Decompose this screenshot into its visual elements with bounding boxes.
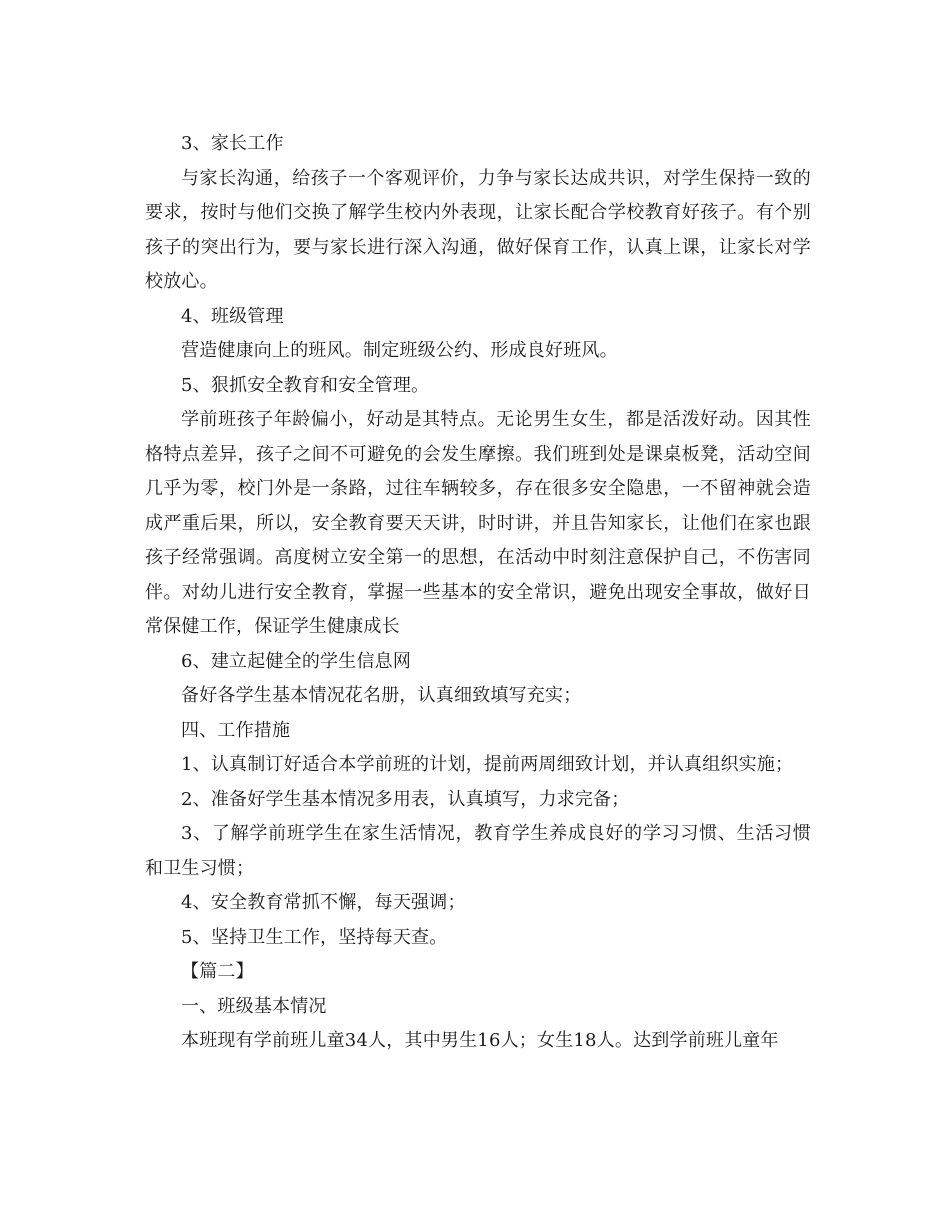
section-heading-class-basic-info: 一、班级基本情况 — [181, 995, 327, 1017]
part-two-heading: 【篇二】 — [181, 961, 254, 982]
paragraph-student-roster: 备好各学生基本情况花名册，认真细致填写充实； — [181, 685, 582, 706]
section-heading-safety: 5、狠抓安全教育和安全管理。 — [181, 374, 430, 396]
section-heading-class-management: 4、班级管理 — [181, 305, 284, 327]
paragraph-safety-education: 学前班孩子年龄偏小，好动是其特点。无论男生女生，都是活泼好动。因其性格特点差异，孩子之间不可避免的会发生摩擦。我们班到处是课桌板凳，活动空间几乎为零，校门外是一条路，过往车辆较多，存在很多安全隐患，一不留神就会造成严重后果，所以，安全教育要天天讲，时时讲，并且告知家长，让他们在家也跟孩子经常强调。高度树立安全第一的思想，在活动中时刻注意保护自己，不伤害同伴。对幼儿进行安全教育，掌握一些基本的安全常识，避免出现安全事故，做好日常保健工作，保证学生健康成长 — [145, 409, 811, 637]
list-item-measure-5: 5、坚持卫生工作，坚持每天查。 — [181, 926, 448, 948]
section-heading-work-measures: 四、工作措施 — [181, 719, 291, 741]
section-heading-student-info: 6、建立起健全的学生信息网 — [181, 650, 412, 672]
section-heading-parent-work: 3、家长工作 — [181, 133, 284, 154]
list-item-measure-2: 2、准备好学生基本情况多用表，认真填写，力求完备； — [181, 788, 630, 810]
list-item-measure-1: 1、认真制订好适合本学前班的计划，提前两周细致计划，并认真组织实施； — [181, 754, 794, 775]
list-item-measure-4: 4、安全教育常抓不懈，每天强调； — [181, 892, 466, 913]
list-item-measure-3: 3、了解学前班学生在家生活情况，教育学生养成良好的学习习惯、生活习惯和卫生习惯； — [145, 823, 811, 879]
paragraph-class-style: 营造健康向上的班风。制定班级公约、形成良好班风。 — [181, 340, 618, 361]
document-body — [145, 127, 811, 1059]
paragraph-class-statistics: 本班现有学前班儿童34人，其中男生16人；女生18人。达到学前班儿童年 — [181, 1030, 779, 1051]
paragraph-parent-communication: 与家长沟通，给孩子一个客观评价，力争与家长达成共识，对学生保持一致的要求，按时与他们交换了解学生校内外表现，让家长配合学校教育好孩子。有个别孩子的突出行为，要与家长进行深入沟通，做好保育工作，认真上课，让家长对学校放心。 — [145, 167, 811, 292]
